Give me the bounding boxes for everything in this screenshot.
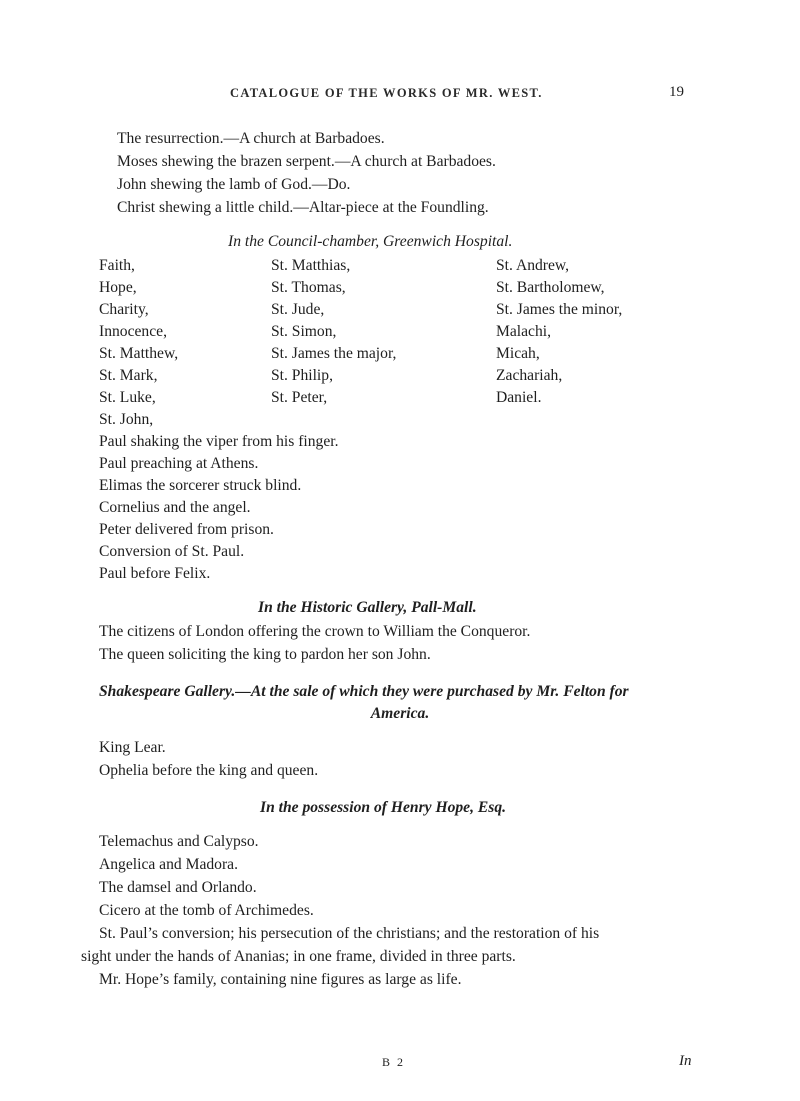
list-item: Hope, — [99, 279, 137, 296]
list-item: Peter delivered from prison. — [99, 521, 274, 538]
list-item: St. Jude, — [271, 301, 325, 318]
list-item: The damsel and Orlando. — [99, 879, 257, 896]
list-item: The resurrection.—A church at Barbadoes. — [117, 130, 385, 147]
list-item: St. Matthias, — [271, 257, 351, 274]
list-item: Elimas the sorcerer struck blind. — [99, 477, 302, 494]
list-item: King Lear. — [99, 739, 166, 756]
page-header — [0, 86, 800, 108]
list-item: The queen soliciting the king to pardon her son John. — [99, 646, 431, 663]
running-head: CATALOGUE OF THE WORKS OF MR. WEST. — [230, 86, 543, 100]
list-item: Paul shaking the viper from his finger. — [99, 433, 339, 450]
list-item: Paul before Felix. — [99, 565, 211, 582]
catchword: In — [679, 1053, 692, 1069]
list-item: St. Peter, — [271, 389, 328, 406]
list-item: Faith, — [99, 257, 135, 274]
list-item: St. Paul’s conversion; his persecution of the christians; and the restoration of his — [99, 925, 600, 942]
list-item: St. Bartholomew, — [496, 279, 605, 296]
list-item: St. James the minor, — [496, 301, 623, 318]
list-item: St. James the major, — [271, 345, 397, 362]
list-item: Ophelia before the king and queen. — [99, 762, 319, 779]
list-item: St. Matthew, — [99, 345, 179, 362]
list-item: St. Luke, — [99, 389, 156, 406]
list-item: Micah, — [496, 345, 540, 362]
list-item: Malachi, — [496, 323, 551, 340]
list-item: John shewing the lamb of God.—Do. — [117, 176, 351, 193]
list-item: Innocence, — [99, 323, 167, 340]
list-item: Daniel. — [496, 389, 542, 406]
list-item-cont: sight under the hands of Ananias; in one frame, divided in three parts. — [81, 948, 516, 965]
section-heading-shakespeare: Shakespeare Gallery.—At the sale of which they were purchased by Mr. Felton for — [99, 683, 629, 700]
list-item: St. Philip, — [271, 367, 333, 384]
list-item: Charity, — [99, 301, 149, 318]
section-heading-greenwich: In the Council-chamber, Greenwich Hospital. — [228, 233, 513, 250]
list-item: St. Andrew, — [496, 257, 570, 274]
list-item: Christ shewing a little child.—Altar-piece at the Foundling. — [117, 199, 489, 216]
page-number: 19 — [669, 84, 684, 100]
list-item: Telemachus and Calypso. — [99, 833, 259, 850]
list-item: Cornelius and the angel. — [99, 499, 251, 516]
signature-mark: B 2 — [382, 1055, 406, 1069]
section-heading-hope: In the possession of Henry Hope, Esq. — [260, 799, 507, 816]
section-heading-shakespeare-cont: America. — [370, 705, 430, 722]
list-item: St. Simon, — [271, 323, 337, 340]
list-item: Paul preaching at Athens. — [99, 455, 259, 472]
list-item: Moses shewing the brazen serpent.—A church at Barbadoes. — [117, 153, 496, 170]
list-item: St. John, — [99, 411, 154, 428]
list-item: Zachariah, — [496, 367, 563, 384]
list-item: The citizens of London offering the crown to William the Conqueror. — [99, 623, 531, 640]
list-item: Mr. Hope’s family, containing nine figures as large as life. — [99, 971, 462, 988]
list-item: St. Thomas, — [271, 279, 346, 296]
list-item: Angelica and Madora. — [99, 856, 238, 873]
list-item: Cicero at the tomb of Archimedes. — [99, 902, 314, 919]
list-item: Conversion of St. Paul. — [99, 543, 245, 560]
list-item: St. Mark, — [99, 367, 158, 384]
section-heading-historic: In the Historic Gallery, Pall-Mall. — [258, 599, 477, 616]
